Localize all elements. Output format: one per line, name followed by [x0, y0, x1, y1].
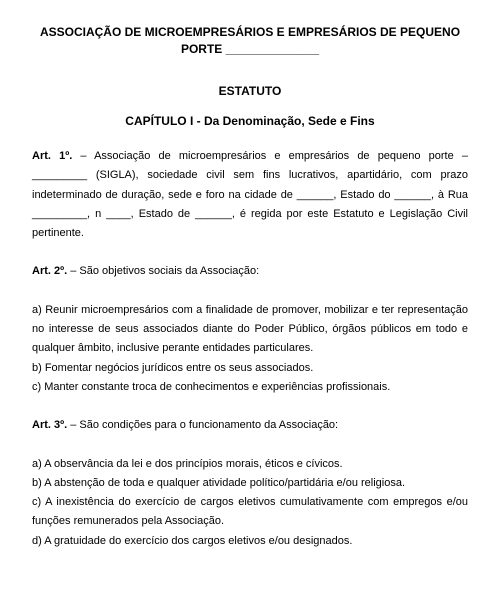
- statute-heading: ESTATUTO: [218, 84, 282, 98]
- article-3-item-b: b) A abstenção de toda e qualquer atividade político/partidária e/ou religiosa.: [32, 476, 406, 489]
- article-3-item-d: d) A gratuidade do exercício dos cargos eletivos e/ou designados.: [32, 534, 353, 547]
- article-2-text: – São objetivos sociais da Associação:: [67, 265, 260, 278]
- article-2-item-a: a) Reunir microempresários com a finalidade de promover, mobilizar e ter representação no interesse de seus associados diante do Poder Público, órgãos públicos em todo e qualquer âmbito, inclusive perante entidades particulares.: [32, 303, 468, 355]
- document-page: [32, 24, 468, 551]
- chapter-heading: CAPÍTULO I - Da Denominação, Sede e Fins: [125, 114, 375, 128]
- article-2: [32, 262, 468, 281]
- article-1-text: – Associação de microempresários e empresários de pequeno porte – _________ (SIGLA), sociedade civil sem fins lucrativos, apartidário, com prazo indeterminado de duração, sede e foro na cidade de ______, Estado do ______, à Rua _________, n ____, Estado de ______, é regida por este Estatuto e Legislação Civil pertinente.: [32, 150, 468, 240]
- article-3-label: Art. 3º.: [32, 419, 68, 432]
- article-3-text: – São condições para o funcionamento da Associação:: [67, 419, 339, 432]
- article-2-item-b: b) Fomentar negócios jurídicos entre os seus associados.: [32, 361, 314, 374]
- article-3: [32, 416, 468, 435]
- article-2-item-c: c) Manter constante troca de conhecimentos e experiências profissionais.: [32, 380, 391, 393]
- document-title-line2: PORTE ______________: [180, 42, 320, 56]
- article-1-label: Art. 1º.: [32, 150, 73, 162]
- article-3-item-a: a) A observância da lei e dos princípios morais, éticos e cívicos.: [32, 457, 343, 470]
- article-1: [32, 147, 468, 243]
- document-title-line1: ASSOCIAÇÃO DE MICROEMPRESÁRIOS E EMPRESÁRIOS DE PEQUENO: [39, 25, 461, 39]
- article-2-label: Art. 2º.: [32, 265, 68, 278]
- article-3-item-c: c) A inexistência do exercício de cargos eletivos cumulativamente com empregos e/ou funções remunerados pela Associação.: [32, 496, 468, 528]
